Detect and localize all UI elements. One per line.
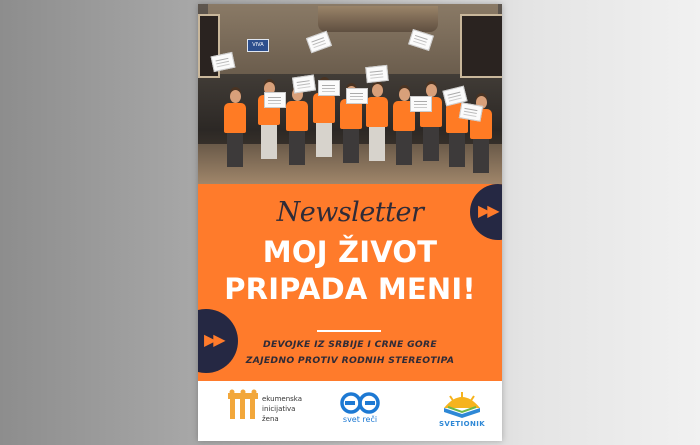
title-panel [198, 184, 502, 381]
subtitle [198, 337, 502, 369]
svet-reci-icon [338, 392, 382, 414]
certificate [365, 65, 389, 83]
title-line: PRIPADA MENI! [224, 272, 476, 306]
eiz-logo [226, 389, 266, 423]
svetionik-icon [438, 390, 486, 418]
person [366, 84, 388, 161]
svet-reci-text: svet reči [342, 415, 378, 424]
person [224, 90, 246, 167]
eiz-logo-text: ekumenska inicijativa žena [262, 395, 303, 423]
group-photo [198, 4, 502, 184]
certificate [346, 88, 368, 104]
fast-forward-icon: ▶▶ [204, 330, 223, 349]
street-sign: VIVA [247, 39, 269, 52]
page-title [198, 234, 502, 308]
svetionik-text: SVETIONIK [438, 420, 486, 428]
partner-logos [198, 381, 502, 441]
eiz-logo-icon [226, 389, 266, 423]
svet-reci-logo [338, 392, 382, 414]
subtitle-line: DEVOJKE IZ SRBIJE I CRNE GORE [263, 339, 437, 350]
svetionik-logo [438, 390, 486, 418]
window [460, 14, 502, 78]
fast-forward-icon: ▶▶ [478, 201, 497, 220]
certificate [410, 96, 432, 112]
divider [317, 330, 381, 332]
newsletter-heading: Newsletter [276, 197, 424, 228]
certificate [318, 80, 340, 96]
person [286, 88, 308, 165]
newsletter-cover [198, 4, 502, 441]
awning [318, 6, 438, 32]
certificate [292, 75, 316, 94]
subtitle-line: ZAJEDNO PROTIV RODNIH STEREOTIPA [245, 355, 455, 366]
title-line: MOJ ŽIVOT [262, 235, 438, 269]
certificate [264, 92, 286, 108]
